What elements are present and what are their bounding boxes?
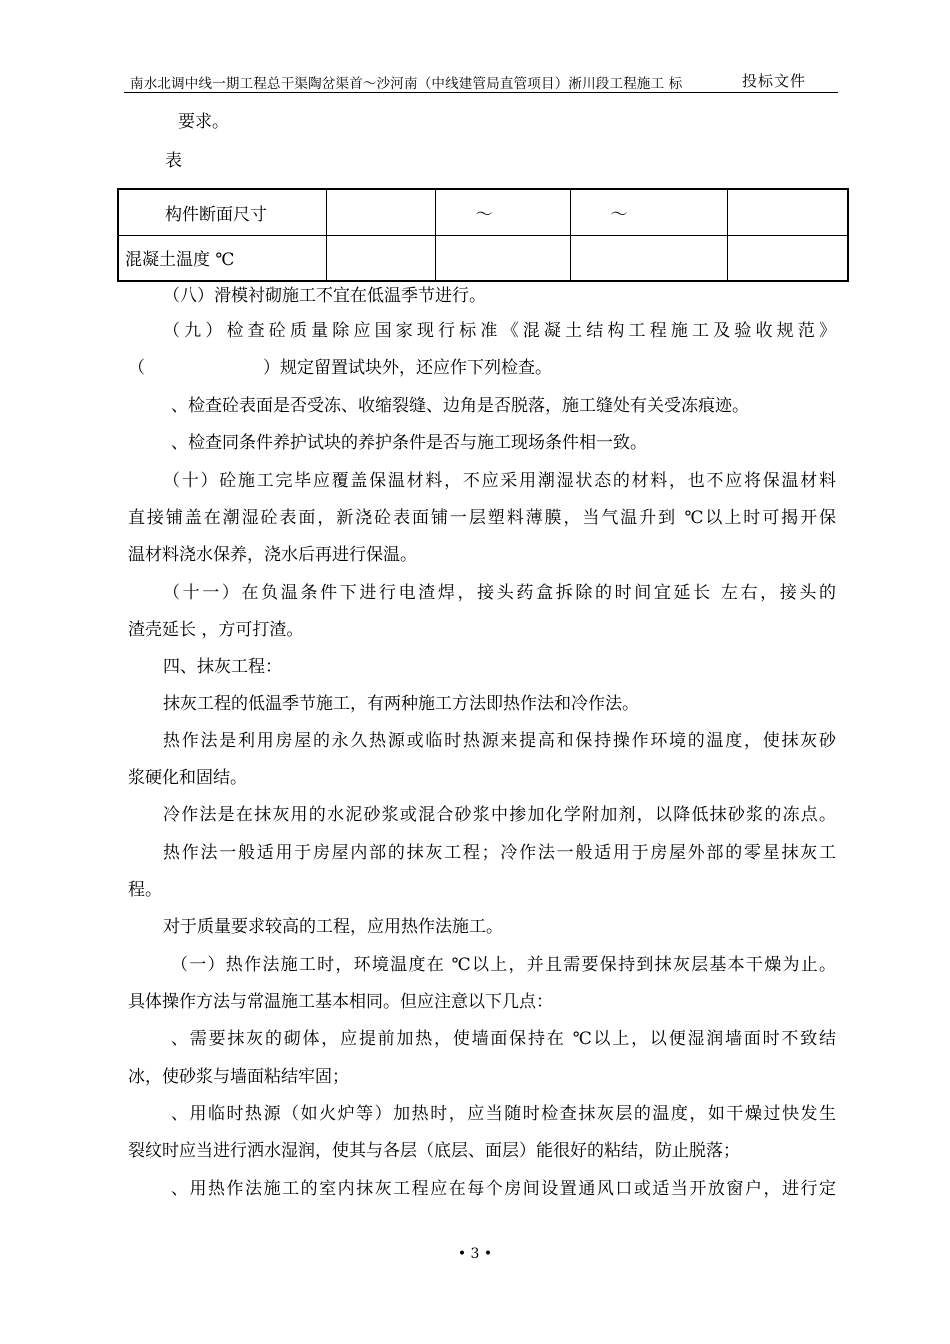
text-line: 冷作法是在抹灰用的水泥砂浆或混合砂浆中掺加化学附加剂，以降低抹砂浆的冻点。 [163, 805, 836, 825]
table-caption: 表 [165, 151, 182, 171]
text-line: 、检查砼表面是否受冻、收缩裂缝、边角是否脱落，施工缝处有关受冻痕迹。 [171, 396, 749, 416]
text-line: 、需要抹灰的砌体，应提前加热，使墙面保持在 ℃以上，以便湿润墙面时不致结 [171, 1029, 836, 1049]
table-cell [727, 235, 848, 281]
table-cell [326, 235, 435, 281]
paren-open: （ [128, 358, 145, 378]
text-line: （九）检查砼质量除应国家现行标准《混凝土结构工程施工及验收规范》 [163, 321, 836, 341]
text-line: 要求。 [178, 112, 229, 132]
text-line: 抹灰工程的低温季节施工，有两种施工方法即热作法和冷作法。 [163, 694, 639, 714]
header-doc-type: 投标文件 [742, 72, 807, 90]
text-line: 裂纹时应当进行洒水湿润，使其与各层（底层、面层）能很好的粘结，防止脱落； [128, 1141, 740, 1161]
table-cell-label: 构件断面尺寸 [118, 189, 326, 235]
text-line: 渣壳延长 ，方可打渣。 [128, 620, 304, 640]
text-line: 冰，使砂浆与墙面粘结牢固； [128, 1067, 349, 1087]
text-line: 程。 [128, 880, 162, 900]
table-cell-range: ～ [570, 189, 727, 235]
table-cell [326, 189, 435, 235]
table-cell [727, 189, 848, 235]
section-heading: 四、抹灰工程： [163, 657, 282, 677]
table-cell-label: 混凝土温度 ℃ [118, 235, 326, 281]
temperature-table [117, 188, 849, 282]
text-line: （十）砼施工完毕应覆盖保温材料，不应采用潮湿状态的材料，也不应将保温材料 [163, 471, 836, 491]
text-line: 直接铺盖在潮湿砼表面，新浇砼表面铺一层塑料薄膜，当气温升到 ℃以上时可揭开保 [128, 508, 836, 528]
table-cell-range: ～ [435, 189, 570, 235]
text-line: 、用热作法施工的室内抹灰工程应在每个房间设置通风口或适当开放窗户，进行定 [171, 1179, 836, 1199]
text-line: 、用临时热源（如火炉等）加热时，应当随时检查抹灰层的温度，如干燥过快发生 [171, 1104, 836, 1124]
text-line: 具体操作方法与常温施工基本相同。但应注意以下几点： [128, 992, 553, 1012]
text-line: （十一）在负温条件下进行电渣焊，接头药盒拆除的时间宜延长 左右，接头的 [163, 583, 836, 603]
text-line: （八）滑模衬砌施工不宜在低温季节进行。 [163, 286, 486, 306]
text-line: 热作法一般适用于房屋内部的抹灰工程；冷作法一般适用于房屋外部的零星抹灰工 [163, 843, 836, 863]
text-fragment: ）规定留置试块外，还应作下列检查。 [263, 358, 552, 378]
text-line: （一）热作法施工时，环境温度在 ℃以上，并且需要保持到抹灰层基本干燥为止。 [171, 955, 836, 975]
text-line: 、检查同条件养护试块的养护条件是否与施工现场条件相一致。 [171, 433, 647, 453]
text-line: 温材料浇水保养，浇水后再进行保温。 [128, 545, 417, 565]
text-line: 浆硬化和固结。 [128, 768, 247, 788]
header-project-title: 南水北调中线一期工程总干渠陶岔渠首～沙河南（中线建管局直管项目）淅川段工程施工 标 [130, 76, 683, 92]
text-line: 热作法是利用房屋的永久热源或临时热源来提高和保持操作环境的温度，使抹灰砂 [163, 731, 836, 751]
page-number: • 3 • [457, 1246, 493, 1262]
text-line [128, 358, 552, 378]
page-header [124, 70, 838, 93]
table-cell [435, 235, 570, 281]
text-line: 对于质量要求较高的工程，应用热作法施工。 [163, 917, 503, 937]
table-cell [570, 235, 727, 281]
